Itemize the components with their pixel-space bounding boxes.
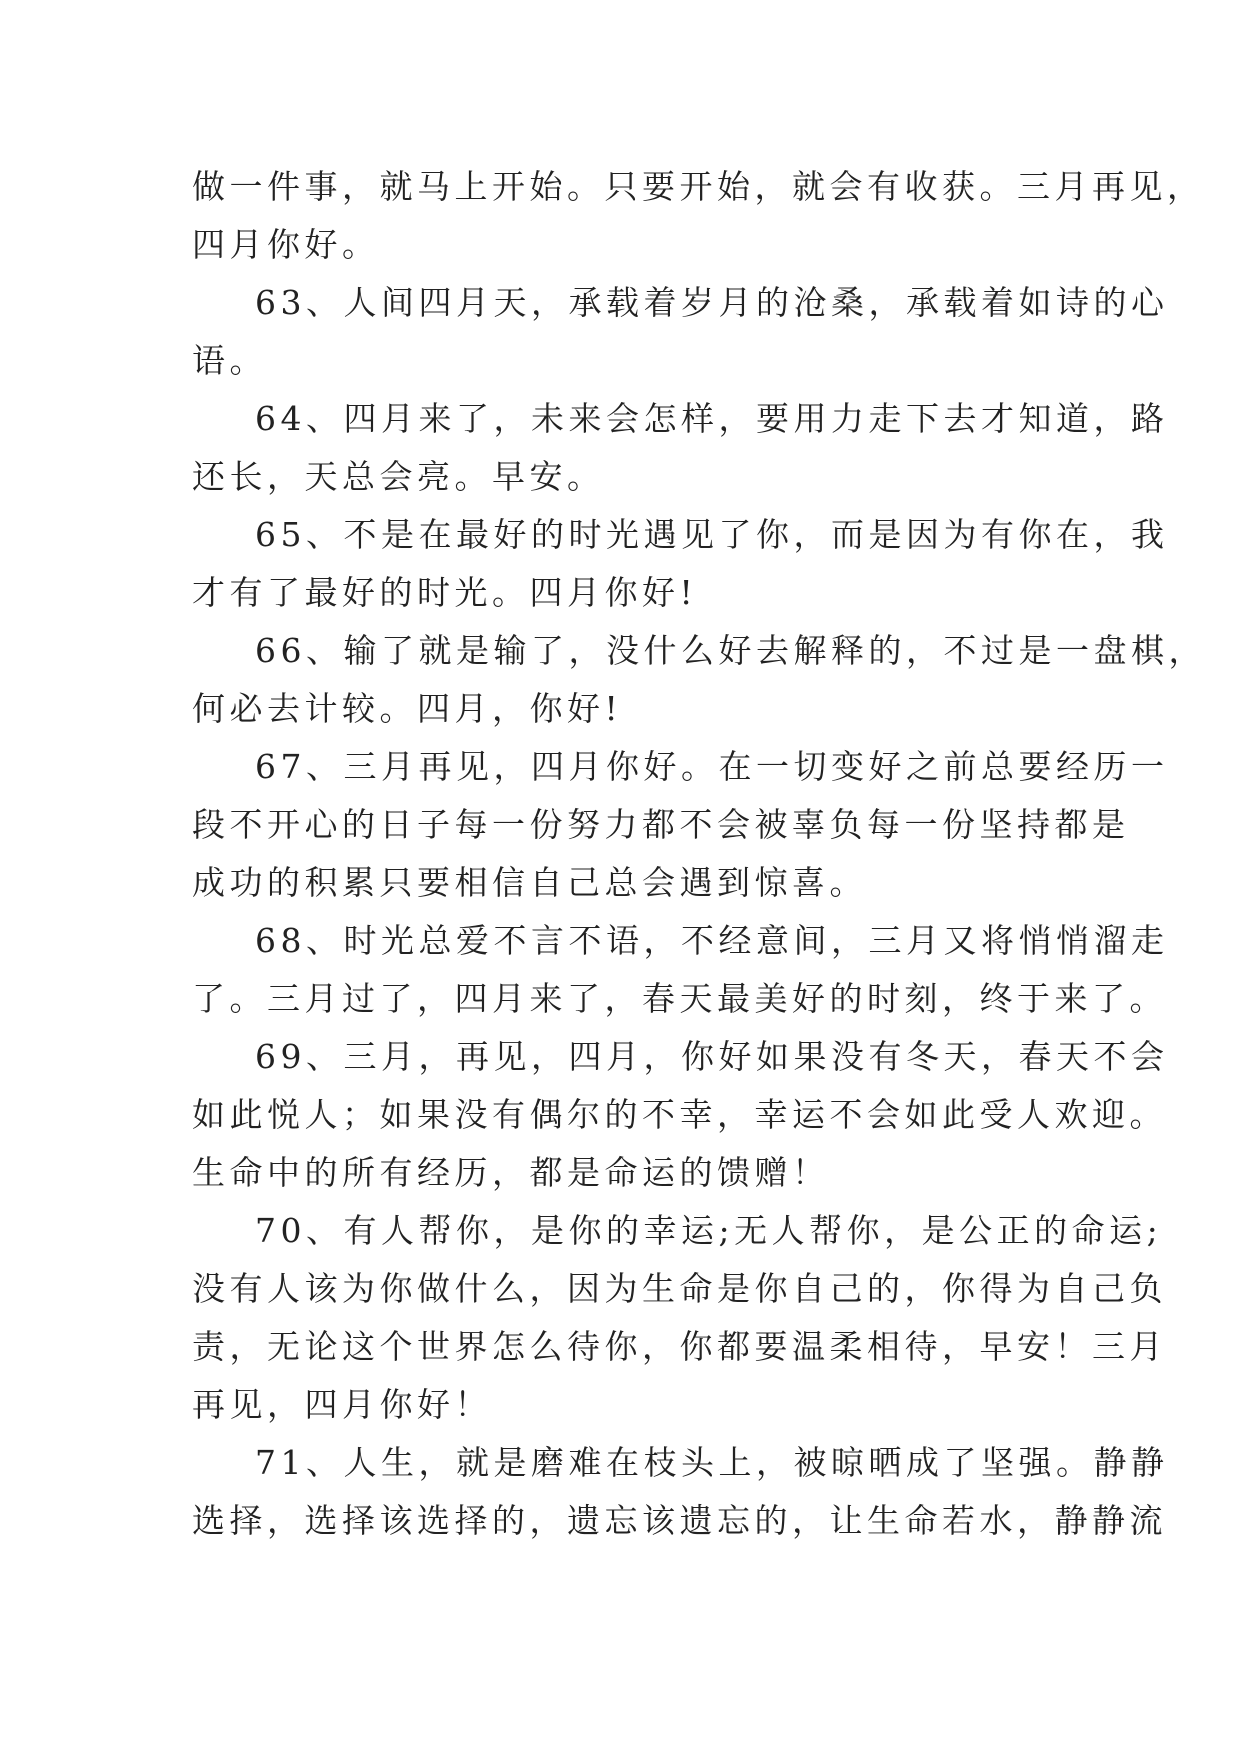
text-line: 何必去计较。四月，你好!	[192, 689, 623, 728]
text-line: 还长，天总会亮。早安。	[192, 457, 605, 496]
paragraph-start-line: 68、时光总爱不言不语，不经意间，三月又将悄悄溜走	[255, 921, 1169, 960]
paragraph-start-line: 70、有人帮你，是你的幸运;无人帮你，是公正的命运;	[255, 1211, 1163, 1250]
text-line: 段不开心的日子每一份努力都不会被辜负每一份坚持都是	[192, 805, 1130, 844]
text-line: 再见，四月你好！	[192, 1385, 492, 1424]
text-line: 如此悦人；如果没有偶尔的不幸，幸运不会如此受人欢迎。	[192, 1095, 1167, 1134]
text-line: 了。三月过了，四月来了，春天最美好的时刻，终于来了。	[192, 979, 1167, 1018]
text-line: 责，无论这个世界怎么待你，你都要温柔相待，早安！三月	[192, 1327, 1167, 1366]
paragraph-start-line: 71、人生，就是磨难在枝头上，被晾晒成了坚强。静静	[255, 1443, 1169, 1482]
text-line: 才有了最好的时光。四月你好!	[192, 573, 698, 612]
text-line: 语。	[192, 341, 267, 380]
paragraph-start-line: 69、三月，再见，四月，你好如果没有冬天，春天不会	[255, 1037, 1169, 1076]
paragraph-start-line: 66、输了就是输了，没什么好去解释的，不过是一盘棋，	[255, 631, 1206, 670]
document-body	[192, 158, 1206, 1550]
text-line: 生命中的所有经历，都是命运的馈赠！	[192, 1153, 830, 1192]
text-line: 没有人该为你做什么，因为生命是你自己的，你得为自己负	[192, 1269, 1167, 1308]
paragraph-start-line: 67、三月再见，四月你好。在一切变好之前总要经历一	[255, 747, 1169, 786]
paragraph-start-line: 65、不是在最好的时光遇见了你，而是因为有你在，我	[255, 515, 1169, 554]
text-line: 成功的积累只要相信自己总会遇到惊喜。	[192, 863, 867, 902]
paragraph-start-line: 64、四月来了，未来会怎样，要用力走下去才知道，路	[255, 399, 1169, 438]
paragraph-start-line: 63、人间四月天，承载着岁月的沧桑，承载着如诗的心	[255, 283, 1169, 322]
text-line: 四月你好。	[192, 225, 380, 264]
text-line: 做一件事，就马上开始。只要开始，就会有收获。三月再见，	[192, 167, 1205, 206]
text-line: 选择，选择该选择的，遗忘该遗忘的，让生命若水，静静流	[192, 1501, 1167, 1540]
